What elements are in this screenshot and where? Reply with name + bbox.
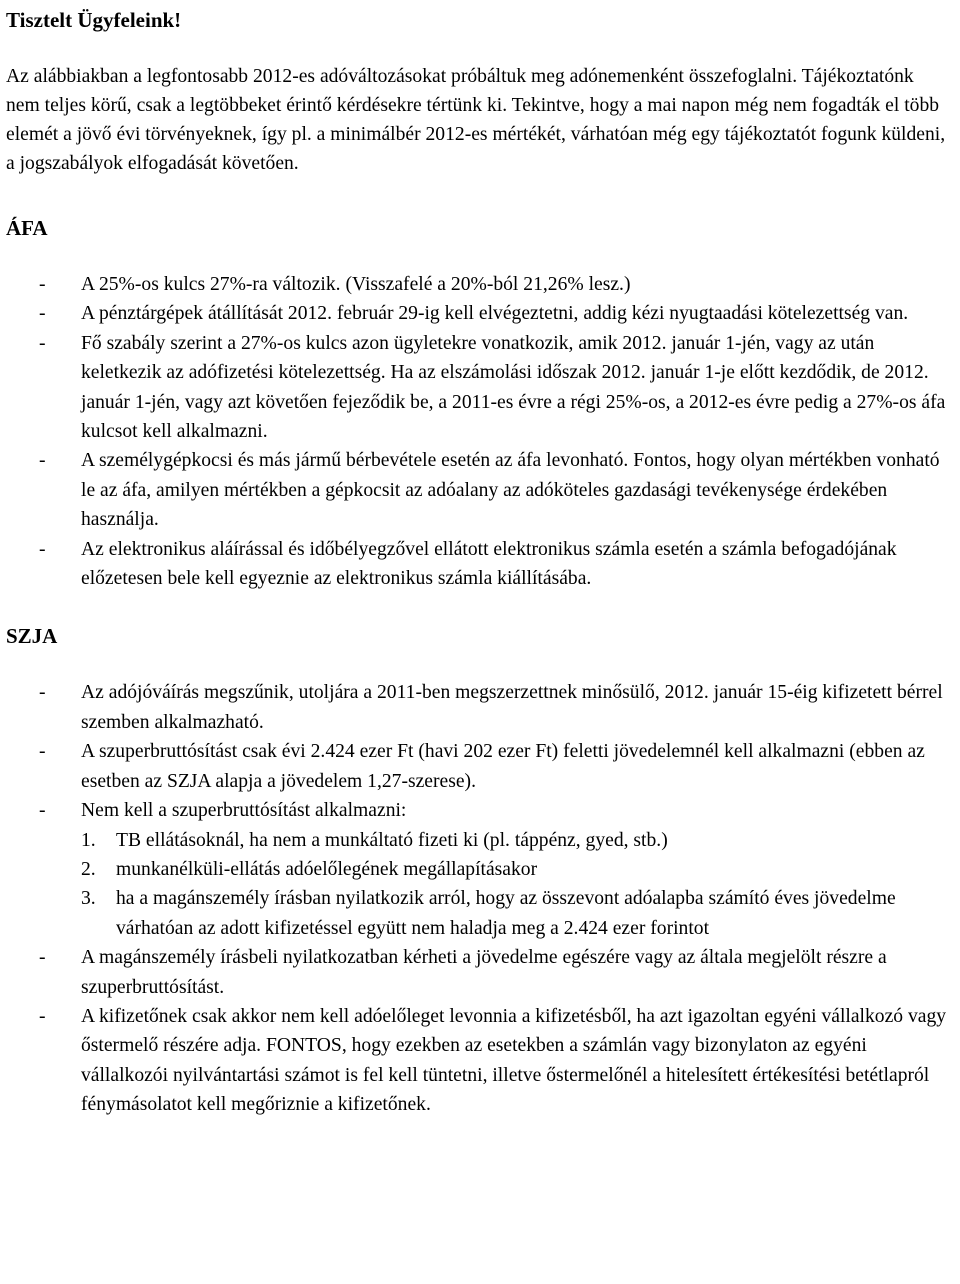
bullet-dash: - xyxy=(39,274,46,295)
list-item xyxy=(6,535,956,594)
numbered-item-text: TB ellátásoknál, ha nem a munkáltató fizeti ki (pl. táppénz, gyed, stb.) xyxy=(116,829,668,851)
list-item xyxy=(6,678,956,737)
list-item xyxy=(6,446,956,534)
list-item-text: A személygépkocsi és más jármű bérbevétele esetén az áfa levonható. Fontos, hogy olyan mértékben vonható le az áfa, amilyen mértékben a gépkocsit az adóalany az adóköteles gazdasági tevékenysége érdekében használja. xyxy=(81,450,940,531)
bullet-dash: - xyxy=(39,947,46,969)
list-item xyxy=(6,737,956,796)
section-heading-szja: SZJA xyxy=(6,624,58,649)
bullet-dash: - xyxy=(39,682,46,704)
list-item-text: A kifizetőnek csak akkor nem kell adóelőleget levonnia a kifizetésből, ha azt igazoltan egyéni vállalkozó vagy őstermelő részére adja. FONTOS, hogy ezekben az esetekben a számlán vagy bizonylaton az egyéni vállalkozói nyilvántartási számot is fel kell tüntetni, illetve őstermelőnél a hitelesített értékesítési betétlapról fénymásolatot kell megőriznie a kifizetőnek. xyxy=(81,1005,947,1116)
bullet-dash: - xyxy=(39,741,46,763)
list-item xyxy=(6,1002,956,1120)
bullet-dash: - xyxy=(39,800,46,822)
list-item-text: A szuperbruttósítást csak évi 2.424 ezer Ft (havi 202 ezer Ft) feletti jövedelemnél kell alkalmazni (ebben az esetben az SZJA alapja a jövedelem 1,27-szerese). xyxy=(81,741,925,792)
list-item-text: A pénztárgépek átállítását 2012. február 29-ig kell elvégeztetni, addig kézi nyugtaadási kötelezettség van. xyxy=(81,303,909,325)
numbered-item-text: ha a magánszemély írásban nyilatkozik arról, hogy az összevont adóalapba számító éves jövedelme várhatóan az adott kifizetéssel együtt nem haladja meg a 2.424 ezer forintot xyxy=(116,888,896,939)
list-item xyxy=(6,796,956,943)
bullet-dash: - xyxy=(39,332,46,354)
item-number: 1. xyxy=(81,829,96,851)
numbered-item xyxy=(6,855,960,884)
bullet-dash: - xyxy=(39,1005,46,1027)
list-item xyxy=(6,329,956,447)
bullet-dash: - xyxy=(39,450,46,472)
szja-list xyxy=(6,678,960,1119)
list-item-text: A magánszemély írásbeli nyilatkozatban kérheti a jövedelme egészére vagy az általa megjelölt részre a szuperbruttósítást. xyxy=(81,947,887,998)
list-item xyxy=(6,299,956,328)
list-item-text: A 25%-os kulcs 27%-ra változik. (Visszafelé a 20%-ból 21,26% lesz.) xyxy=(81,274,631,295)
numbered-item-text: munkanélküli-ellátás adóelőlegének megállapításakor xyxy=(116,858,538,880)
numbered-sublist xyxy=(81,826,956,944)
bullet-dash: - xyxy=(39,303,46,325)
list-item-text: Fő szabály szerint a 27%-os kulcs azon ügyletekre vonatkozik, amik 2012. január 1-jén, vagy az után keletkezik az adófizetési kötelezettség. Ha az elszámolási időszak 2012. január 1-je előtt kezdődik, de 2012. január 1-jén, vagy azt követően fejeződik be, a 2011-es évre a régi 25%-os, a 2012-es évre pedig a 27%-os áfa kulcsot kell alkalmazni. xyxy=(81,332,946,443)
afa-list xyxy=(6,270,960,593)
bullet-dash: - xyxy=(39,538,46,560)
section-heading-afa: ÁFA xyxy=(6,216,48,240)
item-number: 2. xyxy=(81,858,96,880)
list-item-text: Nem kell a szuperbruttósítást alkalmazni: xyxy=(81,800,407,822)
document-title: Tisztelt Ügyfeleink! xyxy=(6,8,182,32)
list-item xyxy=(6,270,956,299)
list-item-text: Az elektronikus aláírással és időbélyegzővel ellátott elektronikus számla esetén a számla befogadójának előzetesen bele kell egyeznie az elektronikus számla kiállításába. xyxy=(81,538,897,590)
numbered-item xyxy=(6,826,960,855)
item-number: 3. xyxy=(81,888,96,910)
intro-paragraph: Az alábbiakban a legfontosabb 2012-es adóváltozásokat próbáltuk meg adónemenként összefoglalni. Tájékoztatónk nem teljes körű, csak a legtöbbeket érintő kérdésekre tértünk ki. Tekintve, hogy a mai napon még nem fogadták el több elemét a jövő évi törvényeknek, így pl. a minimálbér 2012-es mértékét, várhatóan még egy tájékoztatót fogunk küldeni, a jogszabályok elfogadását követően. xyxy=(6,66,946,174)
list-item-text: Az adójóváírás megszűnik, utoljára a 2011-ben megszerzettnek minősülő, 2012. január 15-éig kifizetett bérrel szemben alkalmazható. xyxy=(81,682,943,733)
list-item xyxy=(6,943,956,1002)
numbered-item xyxy=(6,884,960,943)
